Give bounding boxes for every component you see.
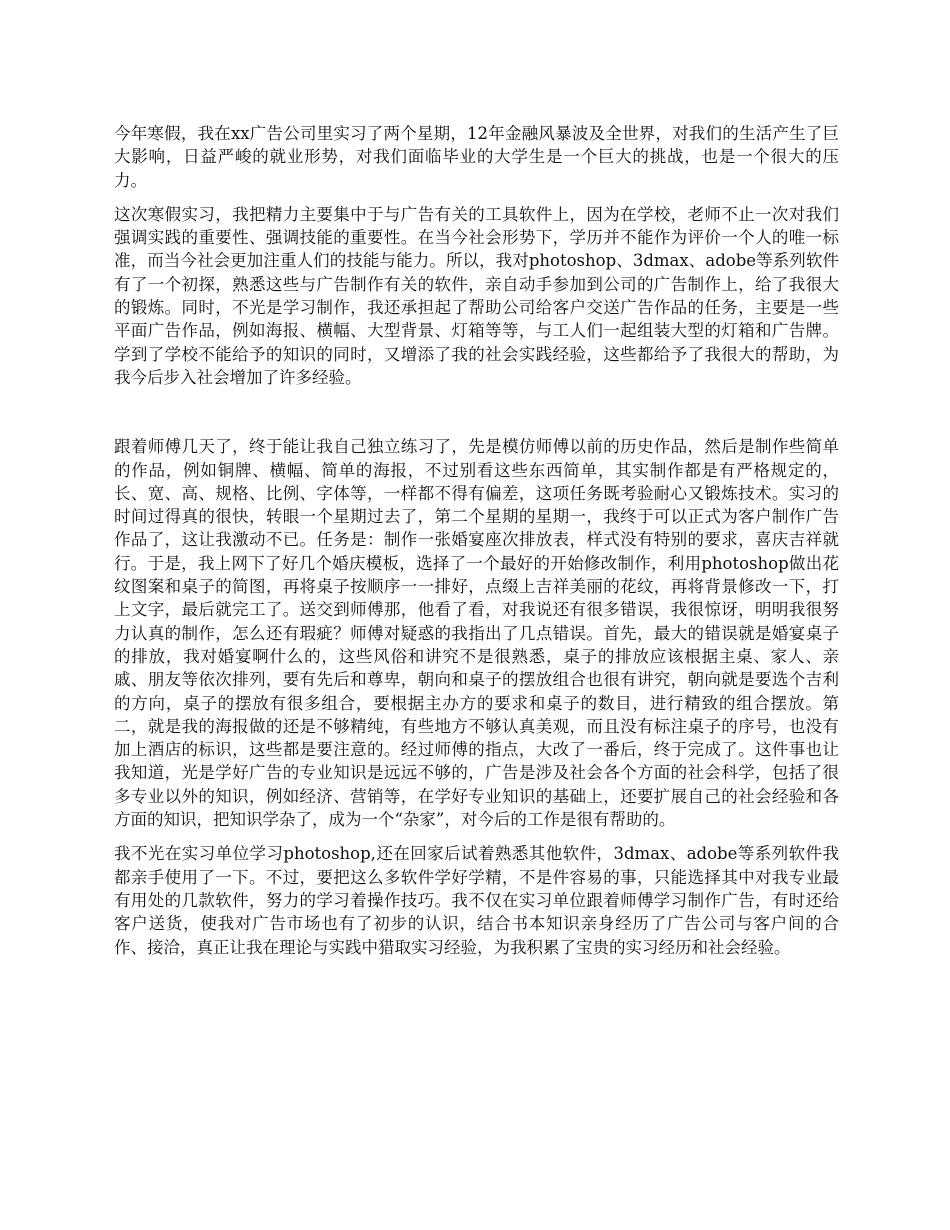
paragraph-2: 这次寒假实习，我把精力主要集中于与广告有关的工具软件上，因为在学校，老师不止一次对我们强调实践的重要性、强调技能的重要性。在当今社会形势下，学历并不能作为评价一个人的唯一标准，而当今社会更加注重人们的技能与能力。所以，我对photoshop、3dmax、adobe等系列软件有了一个初探，熟悉这些与广告制作有关的软件，亲自动手参加到公司的广告制作上，给了我很大的锻炼。同时，不光是学习制作，我还承担起了帮助公司给客户交送广告作品的任务，主要是一些平面广告作品，例如海报、横幅、大型背景、灯箱等等，与工人们一起组装大型的灯箱和广告牌。学到了学校不能给予的知识的同时，又增添了我的社会实践经验，这些都给予了我很大的帮助，为我今后步入社会增加了许多经验。: [114, 204, 839, 387]
paragraph-4: 我不光在实习单位学习photoshop,还在回家后试着熟悉其他软件，3dmax、adobe等系列软件我都亲手使用了一下。不过，要把这么多软件学好学精，不是件容易的事，只能选择其中对我专业最有用处的几款软件，努力的学习着操作技巧。我不仅在实习单位跟着师傅学习制作广告，有时还给客户送货，使我对广告市场也有了初步的认识，结合书本知识亲身经历了广告公司与客户间的合作、接洽，真正让我在理论与实践中猎取实习经验，为我积累了宝贵的实习经历和社会经验。: [114, 844, 839, 957]
paragraph-3: 跟着师傅几天了，终于能让我自己独立练习了，先是模仿师傅以前的历史作品，然后是制作些简单的作品，例如铜牌、横幅、简单的海报，不过别看这些东西简单，其实制作都是有严格规定的，长、宽、高、规格、比例、字体等，一样都不得有偏差，这项任务既考验耐心又锻炼技术。实习的时间过得真的很快，转眼一个星期过去了，第二个星期的星期一，我终于可以正式为客户制作广告作品了，这让我激动不已。任务是：制作一张婚宴座次排放表，样式没有特别的要求，喜庆吉祥就行。于是，我上网下了好几个婚庆模板，选择了一个最好的开始修改制作，利用photoshop做出花纹图案和桌子的简图，再将桌子按顺序一一排好，点缀上吉祥美丽的花纹，再将背景修改一下，打上文字，最后就完工了。送交到师傅那，他看了看，对我说还有很多错误，我很惊讶，明明我很努力认真的制作，怎么还有瑕疵？师傅对疑惑的我指出了几点错误。首先，最大的错误就是婚宴桌子的排放，我对婚宴啊什么的，这些风俗和讲究不是很熟悉，桌子的排放应该根据主桌、家人、亲戚、朋友等依次排列，要有先后和尊卑，朝向和桌子的摆放组合也很有讲究，朝向就是要选个吉利的方向，桌子的摆放有很多组合，要根据主办方的要求和桌子的数目，进行精致的组合摆放。第二，就是我的海报做的还是不够精纯，有些地方不够认真美观，而且没有标注桌子的序号，也没有加上酒店的标识，这些都是要注意的。经过师傅的指点，大改了一番后，终于完成了。这件事也让我知道，光是学好广告的专业知识是远远不够的，广告是涉及社会各个方面的社会科学，包括了很多专业以外的知识，例如经济、营销等，在学好专业知识的基础上，还要扩展自己的社会经验和各方面的知识，把知识学杂了，成为一个“杂家”，对今后的工作是很有帮助的。: [114, 437, 839, 830]
paragraph-1: 今年寒假，我在xx广告公司里实习了两个星期，12年金融风暴波及全世界，对我们的生活产生了巨大影响，日益严峻的就业形势，对我们面临毕业的大学生是一个巨大的挑战，也是一个很大的压力。: [114, 124, 839, 190]
document-body: [114, 122, 839, 970]
